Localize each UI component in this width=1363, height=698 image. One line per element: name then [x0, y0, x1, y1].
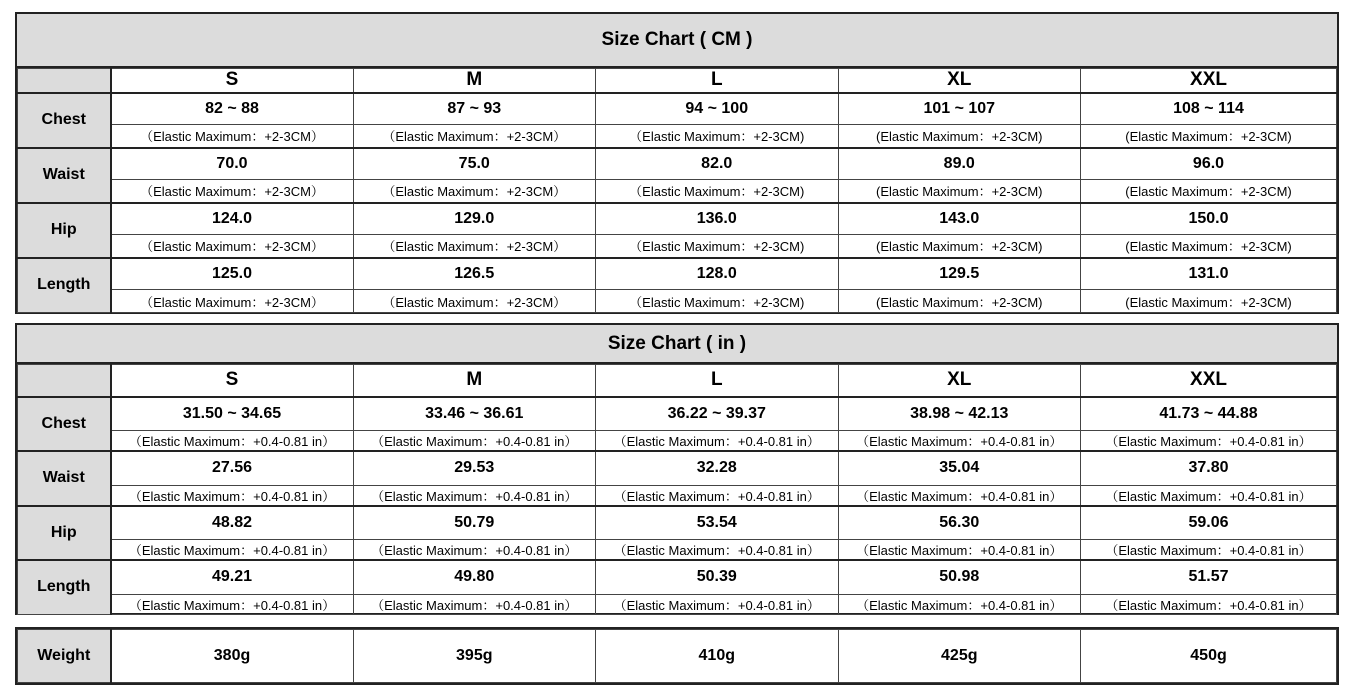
elastic-note: (Elastic Maximum：+2-3CM) [838, 235, 1081, 258]
size-header-s: S [111, 365, 354, 397]
elastic-note: （Elastic Maximum：+2-3CM） [353, 180, 596, 203]
measure-value: 89.0 [838, 148, 1081, 180]
elastic-note: （Elastic Maximum：+0.4-0.81 in） [596, 540, 839, 561]
elastic-note: （Elastic Maximum：+0.4-0.81 in） [353, 431, 596, 452]
measure-value: 94 ~ 100 [596, 93, 839, 125]
size-header-xl: XL [838, 365, 1081, 397]
measure-value: 87 ~ 93 [353, 93, 596, 125]
weight-value-s: 380g [111, 630, 354, 683]
elastic-note: （Elastic Maximum：+2-3CM） [111, 235, 354, 258]
elastic-note: （Elastic Maximum：+0.4-0.81 in） [838, 594, 1081, 614]
measure-row-chest [18, 397, 1337, 431]
measure-value: 108 ~ 114 [1081, 93, 1337, 125]
elastic-note-row [18, 485, 1337, 506]
elastic-note: （Elastic Maximum：+0.4-0.81 in） [838, 540, 1081, 561]
measure-value: 101 ~ 107 [838, 93, 1081, 125]
measure-value: 50.39 [596, 560, 839, 594]
elastic-note: （Elastic Maximum：+0.4-0.81 in） [353, 594, 596, 614]
measure-value: 129.5 [838, 258, 1081, 290]
measure-value: 29.53 [353, 451, 596, 485]
elastic-note: （Elastic Maximum：+2-3CM） [353, 290, 596, 313]
size-header-row [18, 69, 1337, 93]
measure-row-chest [18, 93, 1337, 125]
size-header-xxl: XXL [1081, 365, 1337, 397]
measure-value: 38.98 ~ 42.13 [838, 397, 1081, 431]
measure-value: 53.54 [596, 506, 839, 540]
elastic-note: （Elastic Maximum：+2-3CM) [596, 290, 839, 313]
elastic-note: （Elastic Maximum：+0.4-0.81 in） [111, 485, 354, 506]
elastic-note: （Elastic Maximum：+2-3CM） [111, 180, 354, 203]
measure-value: 56.30 [838, 506, 1081, 540]
elastic-note: （Elastic Maximum：+0.4-0.81 in） [596, 485, 839, 506]
elastic-note-row [18, 125, 1337, 148]
weight-grid [17, 629, 1337, 683]
measure-label: Chest [18, 397, 111, 452]
measure-label: Hip [18, 506, 111, 561]
measure-value: 51.57 [1081, 560, 1337, 594]
measure-value: 27.56 [111, 451, 354, 485]
measure-value: 131.0 [1081, 258, 1337, 290]
measure-value: 129.0 [353, 203, 596, 235]
weight-row [18, 630, 1337, 683]
elastic-note: (Elastic Maximum：+2-3CM) [1081, 125, 1337, 148]
elastic-note: （Elastic Maximum：+0.4-0.81 in） [1081, 431, 1337, 452]
measure-value: 50.79 [353, 506, 596, 540]
measure-label: Waist [18, 451, 111, 506]
size-table-inch [17, 364, 1337, 615]
measure-label: Waist [18, 148, 111, 203]
elastic-note-row [18, 235, 1337, 258]
measure-value: 82.0 [596, 148, 839, 180]
elastic-note: （Elastic Maximum：+2-3CM） [111, 290, 354, 313]
measure-value: 126.5 [353, 258, 596, 290]
measure-value: 49.21 [111, 560, 354, 594]
measure-value: 48.82 [111, 506, 354, 540]
size-chart-cm [15, 12, 1339, 314]
elastic-note: (Elastic Maximum：+2-3CM) [1081, 235, 1337, 258]
size-chart-inch [15, 323, 1339, 615]
header-corner [18, 365, 111, 397]
weight-value-l: 410g [596, 630, 839, 683]
elastic-note: （Elastic Maximum：+0.4-0.81 in） [353, 485, 596, 506]
elastic-note: （Elastic Maximum：+0.4-0.81 in） [111, 431, 354, 452]
elastic-note: （Elastic Maximum：+2-3CM) [596, 235, 839, 258]
measure-value: 36.22 ~ 39.37 [596, 397, 839, 431]
measure-value: 41.73 ~ 44.88 [1081, 397, 1337, 431]
elastic-note: （Elastic Maximum：+0.4-0.81 in） [111, 540, 354, 561]
size-chart-cm-title: Size Chart ( CM ) [17, 14, 1337, 68]
measure-value: 124.0 [111, 203, 354, 235]
elastic-note: （Elastic Maximum：+0.4-0.81 in） [596, 594, 839, 614]
elastic-note: （Elastic Maximum：+0.4-0.81 in） [1081, 540, 1337, 561]
measure-value: 50.98 [838, 560, 1081, 594]
measure-row-length [18, 560, 1337, 594]
elastic-note: （Elastic Maximum：+2-3CM） [111, 125, 354, 148]
size-header-xxl: XXL [1081, 69, 1337, 93]
measure-value: 82 ~ 88 [111, 93, 354, 125]
elastic-note: (Elastic Maximum：+2-3CM) [838, 125, 1081, 148]
elastic-note: （Elastic Maximum：+0.4-0.81 in） [1081, 485, 1337, 506]
elastic-note: （Elastic Maximum：+0.4-0.81 in） [838, 431, 1081, 452]
measure-value: 125.0 [111, 258, 354, 290]
measure-row-hip [18, 203, 1337, 235]
size-header-l: L [596, 69, 839, 93]
size-header-row [18, 365, 1337, 397]
measure-value: 75.0 [353, 148, 596, 180]
measure-row-waist [18, 148, 1337, 180]
size-header-l: L [596, 365, 839, 397]
size-header-m: M [353, 69, 596, 93]
measure-label: Hip [18, 203, 111, 258]
measure-row-hip [18, 506, 1337, 540]
measure-value: 37.80 [1081, 451, 1337, 485]
elastic-note: (Elastic Maximum：+2-3CM) [838, 290, 1081, 313]
measure-value: 59.06 [1081, 506, 1337, 540]
measure-value: 49.80 [353, 560, 596, 594]
elastic-note: （Elastic Maximum：+0.4-0.81 in） [111, 594, 354, 614]
measure-value: 128.0 [596, 258, 839, 290]
measure-value: 33.46 ~ 36.61 [353, 397, 596, 431]
weight-value-xl: 425g [838, 630, 1081, 683]
elastic-note: (Elastic Maximum：+2-3CM) [1081, 290, 1337, 313]
measure-value: 70.0 [111, 148, 354, 180]
measure-value: 35.04 [838, 451, 1081, 485]
header-corner [18, 69, 111, 93]
measure-value: 136.0 [596, 203, 839, 235]
weight-value-xxl: 450g [1081, 630, 1337, 683]
measure-value: 150.0 [1081, 203, 1337, 235]
size-header-xl: XL [838, 69, 1081, 93]
measure-value: 31.50 ~ 34.65 [111, 397, 354, 431]
elastic-note-row [18, 431, 1337, 452]
measure-row-waist [18, 451, 1337, 485]
elastic-note: （Elastic Maximum：+0.4-0.81 in） [838, 485, 1081, 506]
measure-value: 32.28 [596, 451, 839, 485]
elastic-note: （Elastic Maximum：+0.4-0.81 in） [596, 431, 839, 452]
weight-value-m: 395g [353, 630, 596, 683]
size-chart-inch-title: Size Chart ( in ) [17, 325, 1337, 364]
measure-label: Length [18, 258, 111, 313]
elastic-note: （Elastic Maximum：+0.4-0.81 in） [1081, 594, 1337, 614]
weight-label: Weight [18, 630, 111, 683]
size-table-cm [17, 68, 1337, 313]
elastic-note: （Elastic Maximum：+2-3CM） [353, 125, 596, 148]
elastic-note-row [18, 290, 1337, 313]
measure-value: 143.0 [838, 203, 1081, 235]
elastic-note-row [18, 594, 1337, 614]
measure-label: Length [18, 560, 111, 614]
elastic-note: (Elastic Maximum：+2-3CM) [1081, 180, 1337, 203]
weight-table [15, 627, 1339, 685]
elastic-note: (Elastic Maximum：+2-3CM) [838, 180, 1081, 203]
size-header-m: M [353, 365, 596, 397]
size-header-s: S [111, 69, 354, 93]
measure-label: Chest [18, 93, 111, 148]
measure-value: 96.0 [1081, 148, 1337, 180]
elastic-note-row [18, 180, 1337, 203]
elastic-note: （Elastic Maximum：+2-3CM) [596, 180, 839, 203]
elastic-note-row [18, 540, 1337, 561]
elastic-note: （Elastic Maximum：+0.4-0.81 in） [353, 540, 596, 561]
elastic-note: （Elastic Maximum：+2-3CM) [596, 125, 839, 148]
measure-row-length [18, 258, 1337, 290]
elastic-note: （Elastic Maximum：+2-3CM） [353, 235, 596, 258]
